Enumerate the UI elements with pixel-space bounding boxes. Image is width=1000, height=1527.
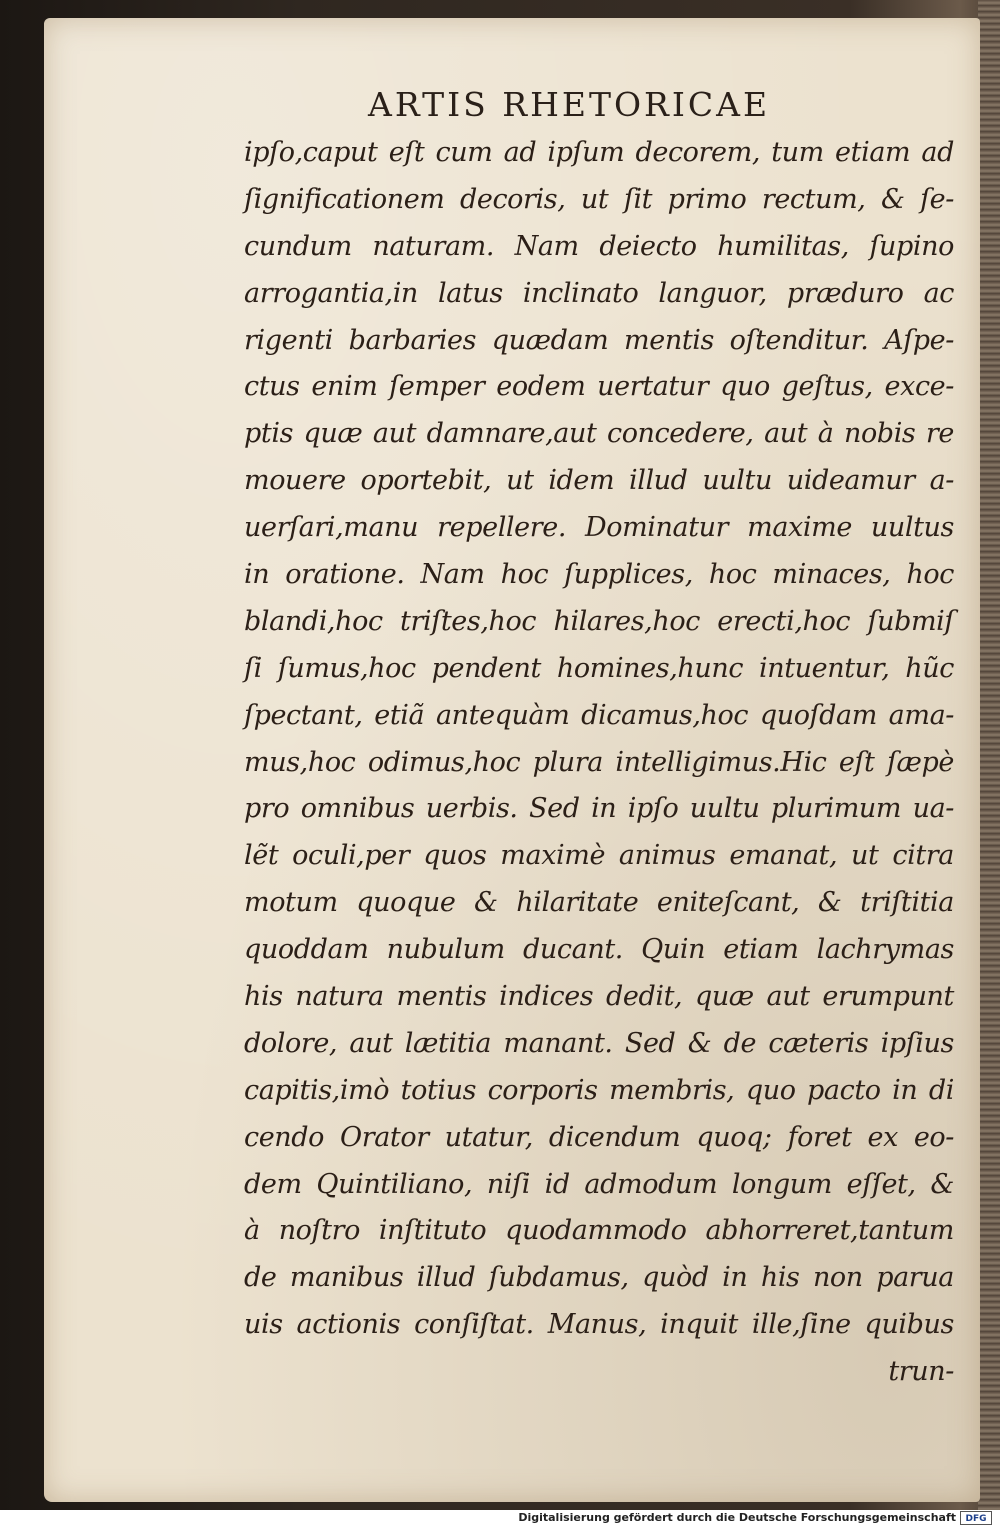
- text-line: arrogantia,in latus inclinato languor, præduro ac: [244, 277, 954, 309]
- funding-credit: Digitalisierung gefördert durch die Deutsche Forschungsgemeinschaft: [518, 1511, 956, 1524]
- text-line: cendo Orator utatur, dicendum quoq; foret ex eo-: [244, 1121, 954, 1153]
- text-line: mus,hoc odimus,hoc plura intelligimus.Hic eſt ſæpè: [244, 746, 954, 778]
- text-line: ptis quæ aut damnare,aut concedere, aut à nobis re: [244, 418, 954, 450]
- text-block: [244, 130, 954, 1396]
- text-line: ctus enim ſemper eodem uertatur quo geſtus, exce-: [244, 371, 954, 403]
- footer-bar: [0, 1510, 1000, 1527]
- text-line: ſpectant, etiã antequàm dicamus,hoc quoſdam ama-: [244, 699, 954, 731]
- text-line: quoddam nubulum ducant. Quin etiam lachrymas: [244, 934, 954, 966]
- text-line: ſi ſumus,hoc pendent homines,hunc intuentur, hũc: [244, 652, 954, 684]
- text-line: uerſari,manu repellere. Dominatur maxime uultus: [244, 512, 954, 544]
- text-line: de manibus illud ſubdamus, quòd in his non parua: [244, 1262, 954, 1294]
- text-line: mouere oportebit, ut idem illud uultu uideamur a-: [244, 465, 954, 497]
- text-line: capitis,imò totius corporis membris, quo pacto in di: [244, 1074, 954, 1106]
- text-line: pro omnibus uerbis. Sed in ipſo uultu plurimum ua-: [244, 793, 954, 825]
- catchword: trun-: [888, 1356, 954, 1388]
- text-line: cundum naturam. Nam deiecto humilitas, ſupino: [244, 230, 954, 262]
- text-line: rigenti barbaries quædam mentis oſtenditur. Aſpe-: [244, 324, 954, 356]
- text-line: in oratione. Nam hoc ſupplices, hoc minaces, hoc: [244, 559, 954, 591]
- page-edges: [978, 0, 1000, 1510]
- text-line: ſignificationem decoris, ut ſit primo rectum, & ſe-: [244, 183, 954, 215]
- text-line: uis actionis conſiſtat. Manus, inquit ille,ſine quibus: [244, 1309, 954, 1341]
- text-line: motum quoque & hilaritate eniteſcant, & triſtitia: [244, 887, 954, 919]
- text-line: ipſo,caput eſt cum ad ipſum decorem, tum etiam ad: [244, 137, 954, 168]
- text-line: lẽt oculi,per quos maximè animus emanat, ut citra: [244, 840, 954, 872]
- text-line: à noſtro inſtituto quodammodo abhorreret,tantum: [244, 1215, 954, 1247]
- text-line: blandi,hoc triſtes,hoc hilares,hoc erecti,hoc ſubmiſ: [244, 605, 954, 637]
- running-head: ARTIS RHETORICAE: [368, 85, 771, 124]
- dfg-logo: DFG: [960, 1511, 992, 1525]
- text-line: his natura mentis indices dedit, quæ aut erumpunt: [244, 981, 954, 1013]
- text-line: dem Quintiliano, niſi id admodum longum eſſet, &: [244, 1168, 954, 1200]
- text-line: dolore, aut lætitia manant. Sed & de cæteris ipſius: [244, 1027, 954, 1059]
